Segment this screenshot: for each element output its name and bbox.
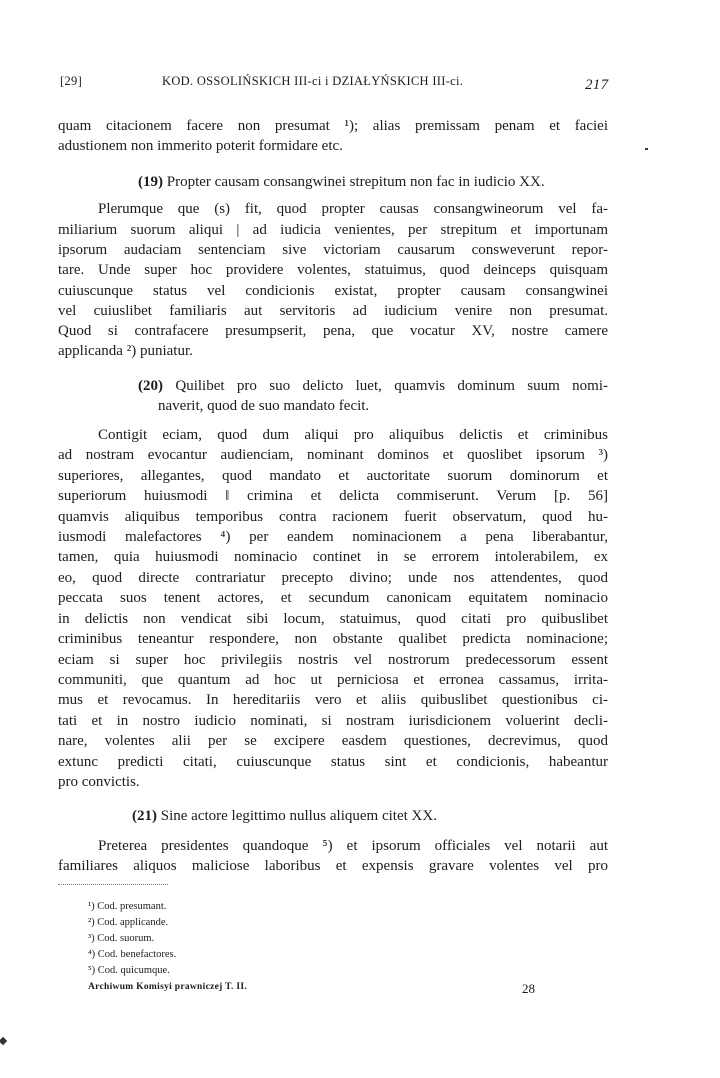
article-19-title: Propter causam consangwinei strepitum non fac in iudicio XX. <box>166 174 545 190</box>
body-line: ipsorum audaciam sentenciam sive victoriam causarum consweverunt repor- <box>58 242 608 258</box>
article-20-heading <box>138 378 608 395</box>
footnote-4: ⁴) Cod. benefactores. <box>88 949 177 960</box>
header-section-number: [29] <box>60 74 83 88</box>
footer-signature-number: 28 <box>522 981 535 996</box>
body-line: mus et revocamus. In hereditariis vero et aliis quibuslibet questionibus ci- <box>58 692 608 708</box>
body-line: in delictis non vendicat sibi locum, statuimus, quod citati pro quibuslibet <box>58 611 608 627</box>
body-line: Contigit eciam, quod dum aliqui pro aliquibus delictis et criminibus <box>98 427 608 443</box>
header-page-number: 217 <box>585 77 609 93</box>
body-line: naverit, quod de suo mandato fecit. <box>158 398 370 414</box>
footnote-divider <box>58 884 168 885</box>
body-line: communiti, que quantum ad hoc ut perniciosa et erronea cassamus, irrita- <box>58 672 608 688</box>
body-line: quamvis aliquibus temporibus contra racionem fuerit observatum, quod hu- <box>58 509 608 525</box>
body-line: familiares aliquos maliciose laboribus et expensis gravare volentes vel pro <box>58 858 608 874</box>
footnote-2: ²) Cod. applicande. <box>88 917 169 928</box>
footnote-1: ¹) Cod. presumant. <box>88 901 167 912</box>
article-20-number: (20) <box>138 378 163 394</box>
header-running-title: KOD. OSSOLIŃSKICH III-ci i DZIAŁYŃSKICH III-ci. <box>162 74 464 88</box>
body-line: superiorum huiusmodi ‖ crimina et delicta commiserunt. Verum [p. 56] <box>58 488 608 504</box>
body-line: nare, volentes alii per se excipere easdem questiones, decrevimus, quod <box>58 733 608 749</box>
body-line: Quod si contrafacere presumpserit, pena, que vocatur XV, nostre camere <box>58 323 608 339</box>
body-line: vel cuiuslibet familiaris aut servitoris ad iudicium venire non presumat. <box>58 303 608 319</box>
footnote-3: ³) Cod. suorum. <box>88 933 155 944</box>
body-line: criminibus teneantur respondere, non obstante qualibet predicta nominacione; <box>58 631 608 647</box>
body-line: Preterea presidentes quandoque ⁵) et ipsorum officiales vel notarii aut <box>98 838 608 854</box>
body-line: Plerumque que (s) fit, quod propter causas consangwineorum vel fa- <box>98 201 608 217</box>
body-line: quam citacionem facere non presumat ¹); alias premissam penam et faciei <box>58 118 608 134</box>
body-line: peccata suos tenent actores, et secundum canonicam equitatem nominacio <box>58 590 608 606</box>
body-line: tati et in nostro iudicio nominati, si nostram iurisdicionem voluerint decli- <box>58 713 608 729</box>
body-line: iusmodi malefactores ⁴) per eandem nominacionem a pena liberabantur, <box>58 529 608 545</box>
article-20-title: Quilibet pro suo delicto luet, quamvis dominum suum nomi- <box>175 378 608 394</box>
body-line: eciam si super hoc privilegiis nostris vel nostrorum predecessorum essent <box>58 652 608 668</box>
body-line: extunc predicti citati, cuiuscunque status sint et condicionis, habeantur <box>58 754 608 770</box>
body-line: adustionem non immerito poterit formidare etc. <box>58 138 343 154</box>
body-line: tare. Unde super hoc providere volentes, statuimus, quod deinceps quisquam <box>58 262 608 278</box>
body-line: tamen, quia huiusmodi nominacio continet in se errorem intolerabilem, ex <box>58 549 608 565</box>
article-19-number: (19) <box>138 174 163 190</box>
body-line: miliarium suorum aliqui | ad iudicia venientes, per strepitum et importunam <box>58 222 608 238</box>
article-21-title: Sine actore legittimo nullus aliquem citet XX. <box>160 808 437 824</box>
scan-edge-mark <box>0 1037 7 1045</box>
article-19-heading <box>138 174 608 191</box>
body-line: cuiuscunque status vel condicionis existat, propter causam consangwinei <box>58 283 608 299</box>
body-line: superiores, allegantes, quod mandato et auctoritate suorum dominorum et <box>58 468 608 484</box>
margin-speck <box>645 148 648 150</box>
body-line: eo, quod directe contrariatur precepto divino; unde nos attendentes, quod <box>58 570 608 586</box>
footnote-5: ⁵) Cod. quicumque. <box>88 965 170 976</box>
body-line: pro convictis. <box>58 774 140 790</box>
footer-series-title: Archiwum Komisyi prawniczej T. II. <box>88 982 248 992</box>
article-21-number: (21) <box>132 808 157 824</box>
body-line: ad nostram evocantur audienciam, nominant dominos et quoslibet ipsorum ³) <box>58 447 608 463</box>
body-line: applicanda ²) puniatur. <box>58 343 193 359</box>
article-21-heading <box>132 808 608 825</box>
